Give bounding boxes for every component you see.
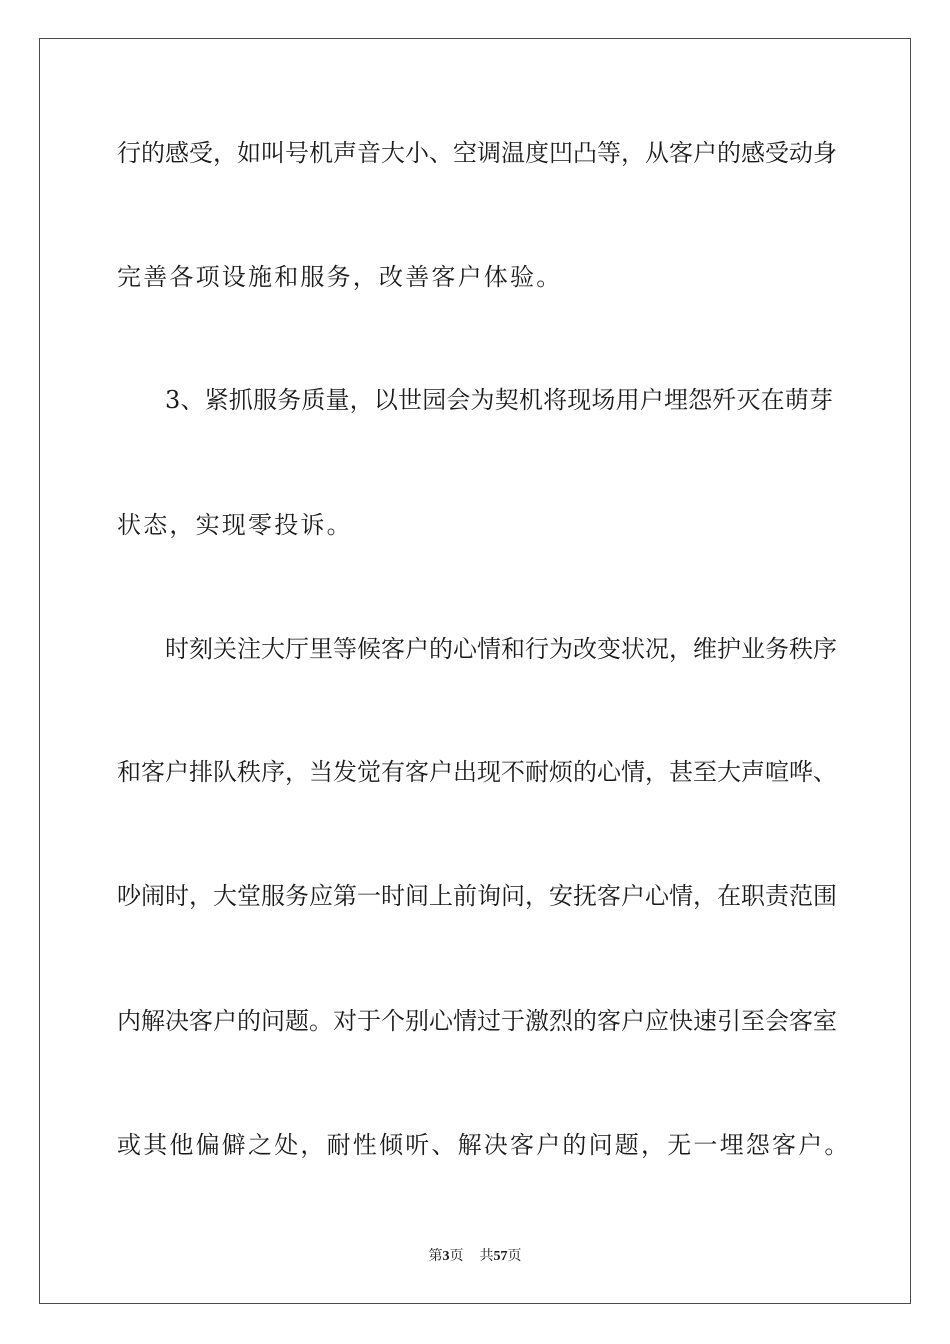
total-prefix: 共 xyxy=(479,1249,494,1264)
text-line-7: 吵闹时，大堂服务应第一时间上前询问，安抚客户心情，在职责范围 xyxy=(117,882,837,910)
page-prefix: 第 xyxy=(428,1249,443,1264)
text-line-8: 内解决客户的问题。对于个别心情过于激烈的客户应快速引至会客室 xyxy=(117,1007,837,1035)
text-line-2: 完善各项设施和服务，改善客户体验。 xyxy=(117,263,563,291)
page-number: 3 xyxy=(442,1249,450,1264)
text-line-9: 或其他偏僻之处，耐性倾听、解决客户的问题，无一埋怨客户。 xyxy=(117,1131,851,1159)
text-line-6: 和客户排队秩序，当发觉有客户出现不耐烦的心情，甚至大声喧哗、 xyxy=(117,758,837,786)
text-line-1: 行的感受，如叫号机声音大小、空调温度凹凸等，从客户的感受动身 xyxy=(117,139,837,167)
text-line-4: 状态，实现零投诉。 xyxy=(117,511,353,539)
page-suffix: 页 xyxy=(449,1249,464,1264)
page-footer xyxy=(0,1248,950,1266)
text-line-5: 时刻关注大厅里等候客户的心情和行为改变状况，维护业务秩序 xyxy=(165,635,837,663)
text-line-3: 3、紧抓服务质量，以世园会为契机将现场用户埋怨歼灭在萌芽 xyxy=(165,386,833,414)
page-border xyxy=(39,38,911,1304)
total-suffix: 页 xyxy=(507,1249,522,1264)
total-pages: 57 xyxy=(493,1249,508,1264)
